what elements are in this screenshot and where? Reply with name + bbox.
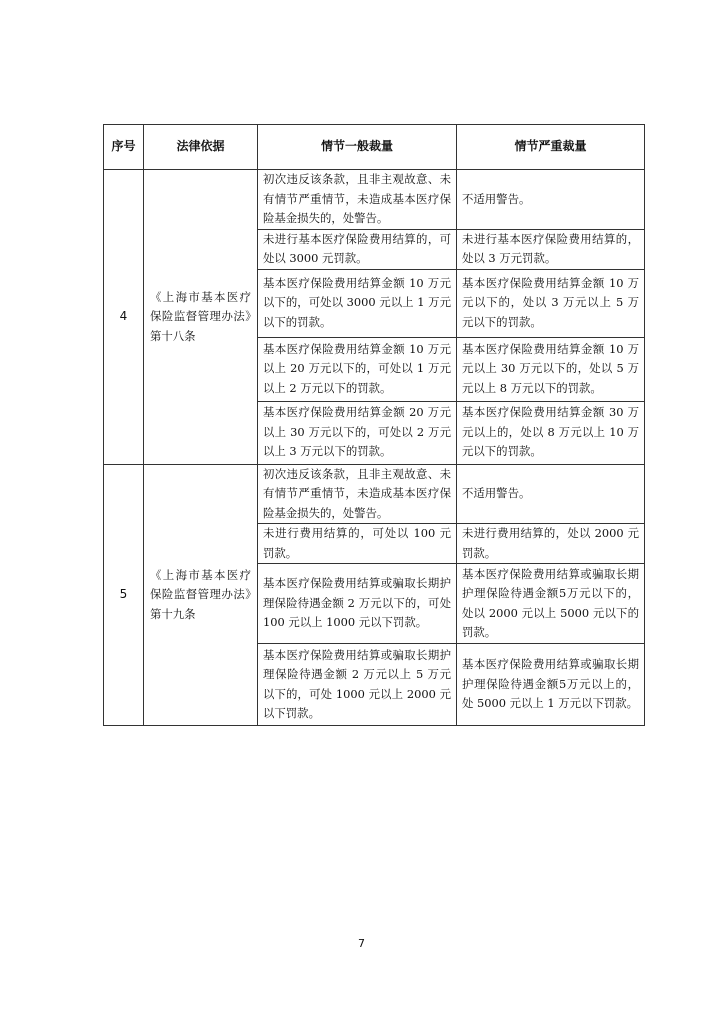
general-discretion-cell: 未进行基本医疗保险费用结算的，可处以 3000 元罚款。	[258, 229, 457, 269]
header-legal-basis: 法律依据	[144, 125, 258, 170]
penalty-table	[103, 124, 645, 726]
general-discretion-cell: 初次违反该条款，且非主观故意、未有情节严重情节，未造成基本医疗保险基金损失的，处警告。	[258, 170, 457, 230]
serious-discretion-cell: 未进行费用结算的，处以 2000 元罚款。	[457, 524, 645, 564]
general-discretion-cell: 基本医疗保险费用结算或骗取长期护理保险待遇金额 2 万元以下的，可处 100 元以上 1000 元以下罚款。	[258, 564, 457, 644]
legal-basis: 《上海市基本医疗保险监督管理办法》第十八条	[144, 170, 258, 465]
legal-basis: 《上海市基本医疗保险监督管理办法》第十九条	[144, 464, 258, 726]
page-number: 7	[358, 937, 365, 950]
serious-discretion-cell: 基本医疗保险费用结算或骗取长期护理保险待遇金额5万元以上的，处 5000 元以上 1 万元以下罚款。	[457, 644, 645, 726]
table-row	[104, 464, 645, 524]
header-general-discretion: 情节一般裁量	[258, 125, 457, 170]
header-row	[104, 125, 645, 170]
general-discretion-cell: 基本医疗保险费用结算金额 20 万元以上 30 万元以下的，可处以 2 万元以上 3 万元以下的罚款。	[258, 401, 457, 464]
general-discretion-cell: 基本医疗保险费用结算金额 10 万元以上 20 万元以下的，可处以 1 万元以上 2 万元以下的罚款。	[258, 337, 457, 401]
serious-discretion-cell: 不适用警告。	[457, 464, 645, 524]
serious-discretion-cell: 基本医疗保险费用结算金额 30 万元以上的，处以 8 万元以上 10 万元以下的罚款。	[457, 401, 645, 464]
table-row	[104, 170, 645, 230]
general-discretion-cell: 基本医疗保险费用结算金额 10 万元以下的，可处以 3000 元以上 1 万元以下的罚款。	[258, 269, 457, 337]
serious-discretion-cell: 基本医疗保险费用结算金额 10 万元以下的，处以 3 万元以上 5 万元以下的罚款。	[457, 269, 645, 337]
general-discretion-cell: 初次违反该条款，且非主观故意、未有情节严重情节，未造成基本医疗保险基金损失的，处警告。	[258, 464, 457, 524]
general-discretion-cell: 未进行费用结算的，可处以 100 元罚款。	[258, 524, 457, 564]
serious-discretion-cell: 未进行基本医疗保险费用结算的，处以 3 万元罚款。	[457, 229, 645, 269]
serious-discretion-cell: 不适用警告。	[457, 170, 645, 230]
serial-number: 4	[104, 170, 144, 465]
header-serial-no: 序号	[104, 125, 144, 170]
serial-number: 5	[104, 464, 144, 726]
header-serious-discretion: 情节严重裁量	[457, 125, 645, 170]
serious-discretion-cell: 基本医疗保险费用结算金额 10 万元以上 30 万元以下的，处以 5 万元以上 8 万元以下的罚款。	[457, 337, 645, 401]
general-discretion-cell: 基本医疗保险费用结算或骗取长期护理保险待遇金额 2 万元以上 5 万元以下的，可处 1000 元以上 2000 元以下罚款。	[258, 644, 457, 726]
serious-discretion-cell: 基本医疗保险费用结算或骗取长期护理保险待遇金额5万元以下的，处以 2000 元以上 5000 元以下的罚款。	[457, 564, 645, 644]
